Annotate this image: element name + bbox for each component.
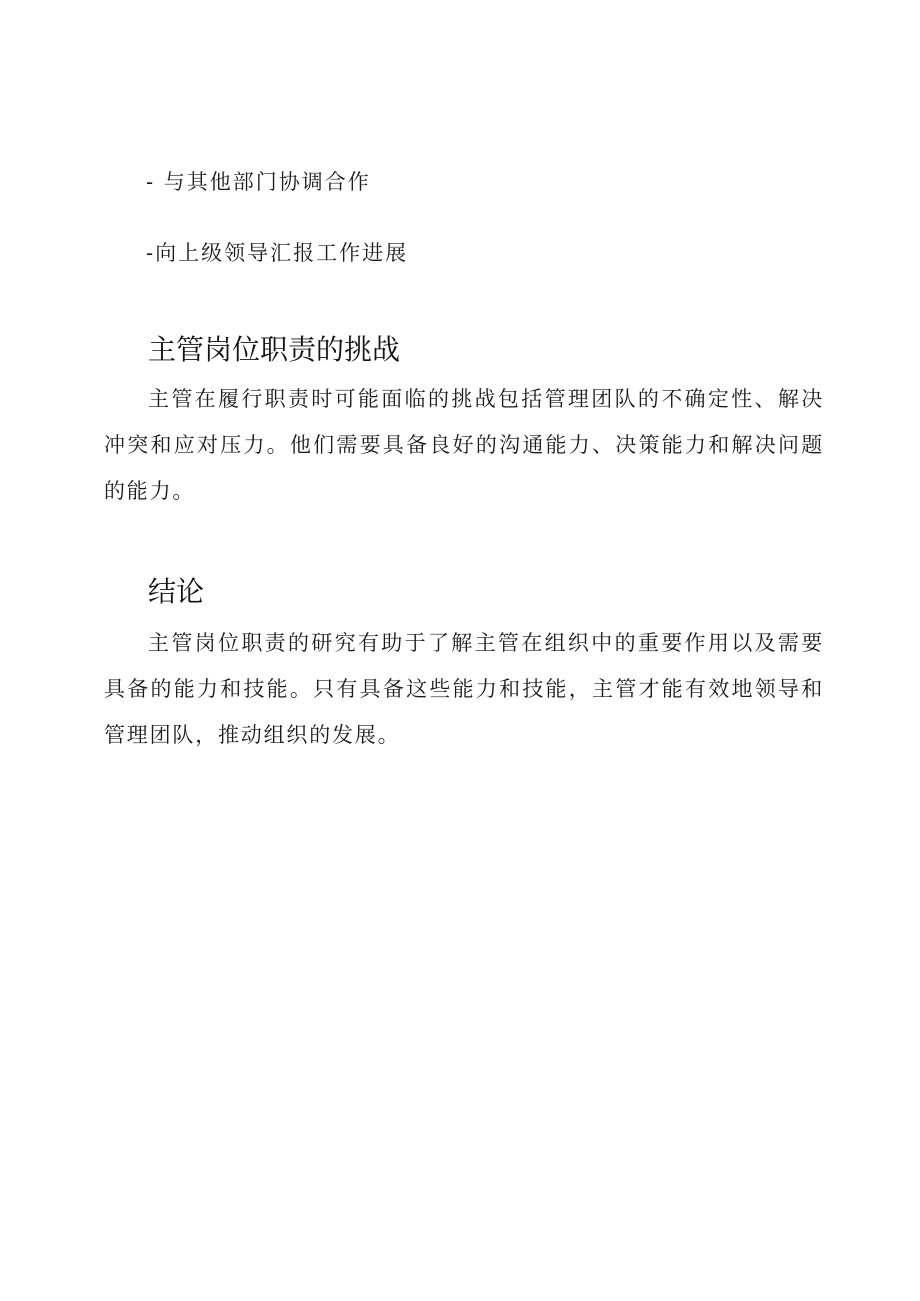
section-heading-challenge: 主管岗位职责的挑战	[148, 333, 401, 366]
section-paragraph-challenge: 主管在履行职责时可能面临的挑战包括管理团队的不确定性、解决冲突和应对压力。他们需要具备良好的沟通能力、决策能力和解决问题的能力。	[104, 387, 824, 503]
section-heading-conclusion: 结论	[148, 575, 205, 608]
bullet-item-coordinate: - 与其他部门协调合作	[146, 170, 371, 194]
section-paragraph-conclusion: 主管岗位职责的研究有助于了解主管在组织中的重要作用以及需要具备的能力和技能。只有具备这些能力和技能，主管才能有效地领导和管理团队，推动组织的发展。	[104, 631, 824, 747]
bullet-item-report: -向上级领导汇报工作进展	[146, 241, 409, 265]
